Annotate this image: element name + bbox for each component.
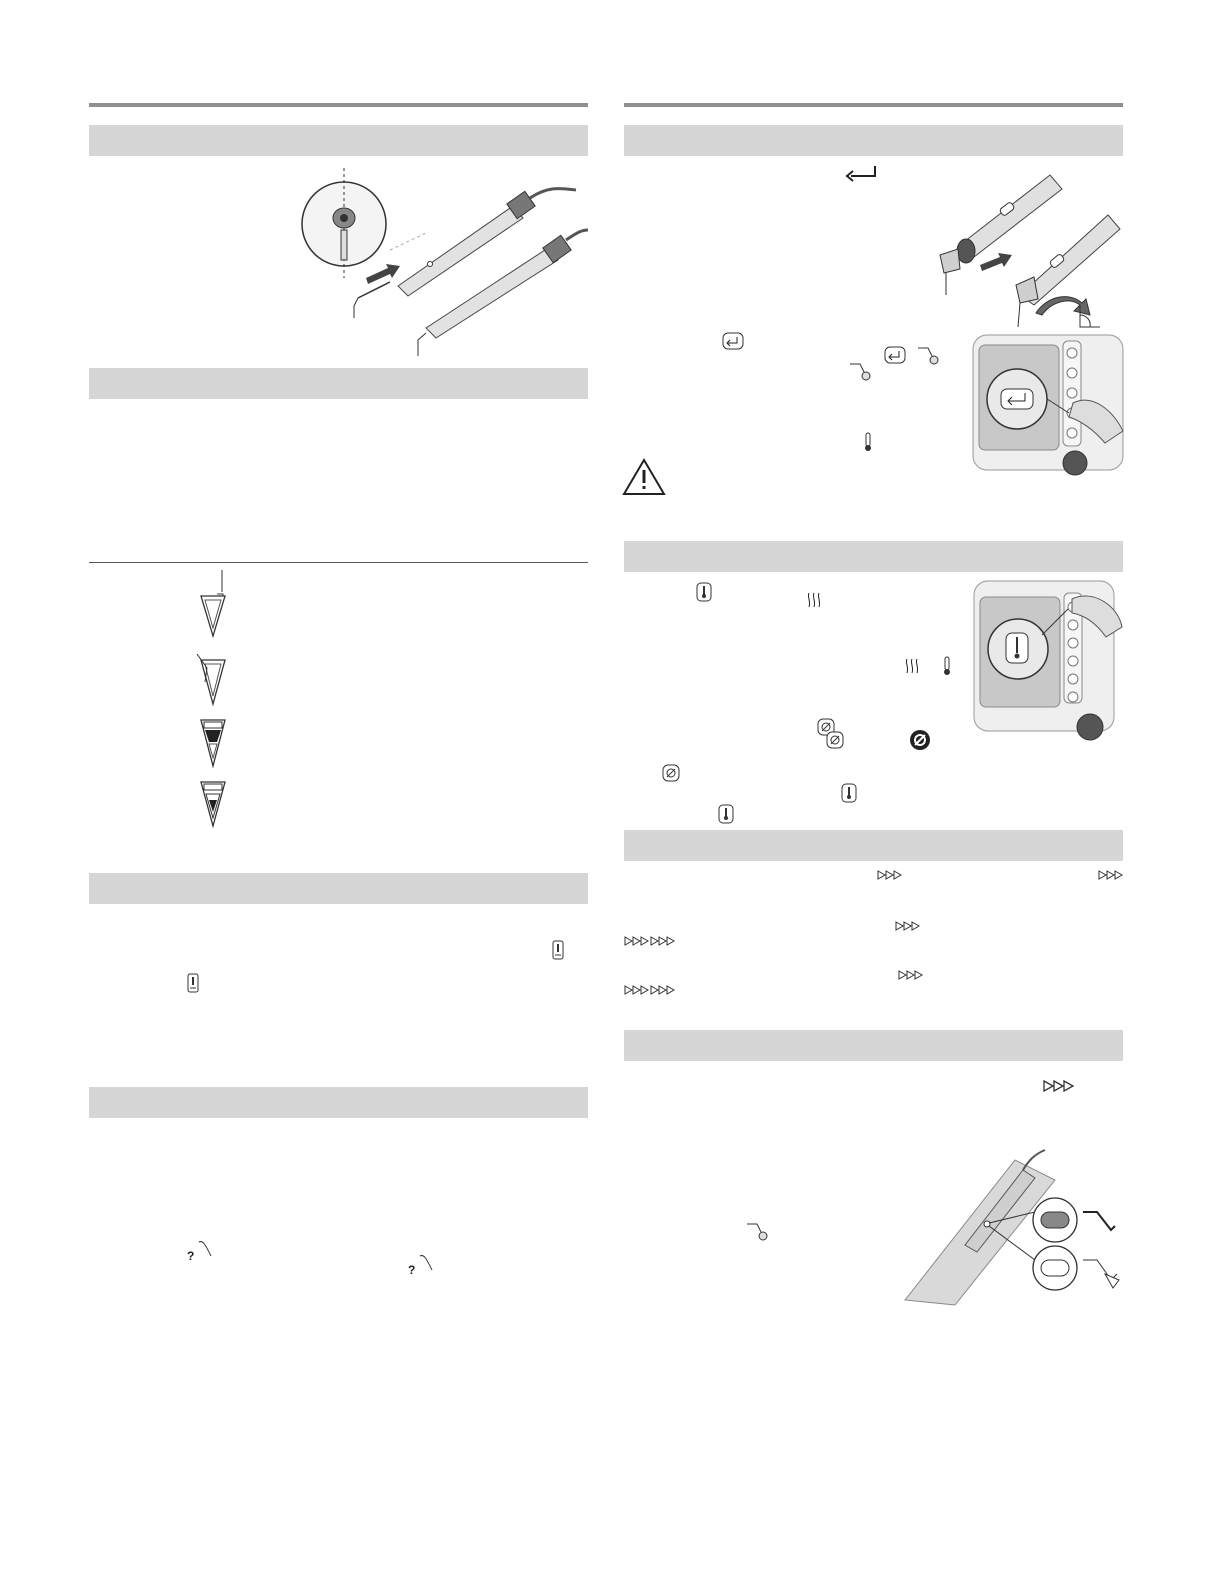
- file-tip-icon: [848, 362, 872, 382]
- right-section-header-3: [624, 830, 1123, 861]
- file-tip-icon: [916, 346, 940, 366]
- cone-diagram-3: [195, 716, 235, 772]
- no-rotation-icon: [662, 764, 680, 782]
- left-section-header-4: [89, 1087, 588, 1118]
- heat-waves-icon: [904, 658, 920, 674]
- handpiece-insertion-illustration: [298, 168, 588, 368]
- left-top-rule: [89, 103, 588, 107]
- handpiece-upper: [398, 188, 576, 296]
- right-section-header-1: [624, 125, 1123, 156]
- forward-triple-arrow-icon: [624, 985, 650, 995]
- heat-waves-icon: [806, 592, 822, 608]
- forward-triple-arrow-icon: [898, 970, 924, 980]
- device-panel-enter-illustration: [965, 333, 1125, 478]
- forward-triple-arrow-icon: [895, 921, 921, 931]
- handpiece-lower: [418, 230, 588, 356]
- device-panel-heat-illustration: [972, 577, 1124, 742]
- forward-triple-arrow-icon: [624, 936, 650, 946]
- thermometer-icon: [718, 804, 734, 824]
- file-tip-icon: [745, 1222, 769, 1242]
- enter-key-icon: [845, 165, 877, 181]
- right-section-header-2: [624, 541, 1123, 572]
- left-section-header-1: [89, 125, 588, 156]
- thermometer-icon: [841, 783, 857, 803]
- forward-triple-arrow-icon: [877, 870, 903, 880]
- insert-arrow: [366, 264, 400, 284]
- handpiece-indicator-illustration: [905, 1150, 1125, 1305]
- level-indicator-icon: [552, 940, 564, 960]
- forward-triple-arrow-icon: [1098, 870, 1124, 880]
- forward-triple-arrow-icon: [1043, 1080, 1075, 1092]
- question-file-icon: [187, 1240, 213, 1262]
- warning-triangle-icon: [622, 458, 666, 496]
- table-divider: [89, 562, 588, 563]
- no-rotation-icon: [909, 729, 931, 751]
- svg-text:?: ?: [187, 1249, 195, 1263]
- svg-text:?: ?: [408, 1263, 416, 1277]
- thermometer-icon: [863, 432, 873, 452]
- forward-triple-arrow-icon: [650, 936, 676, 946]
- thermometer-icon: [942, 656, 952, 676]
- thermometer-icon: [696, 582, 712, 602]
- level-indicator-icon: [187, 973, 199, 993]
- file-change-illustration: [930, 165, 1125, 335]
- cone-diagram-4: [195, 778, 235, 828]
- right-section-header-4: [624, 1030, 1123, 1061]
- enter-key-icon: [884, 346, 906, 364]
- left-section-header-3: [89, 873, 588, 904]
- cone-diagram-1: [195, 570, 235, 640]
- left-section-header-2: [89, 368, 588, 399]
- no-rotation-icon: [826, 731, 844, 749]
- forward-triple-arrow-icon: [650, 985, 676, 995]
- cone-diagram-2: [195, 654, 235, 714]
- enter-key-icon: [722, 332, 744, 350]
- question-file-icon: [408, 1254, 434, 1276]
- right-top-rule: [624, 103, 1123, 107]
